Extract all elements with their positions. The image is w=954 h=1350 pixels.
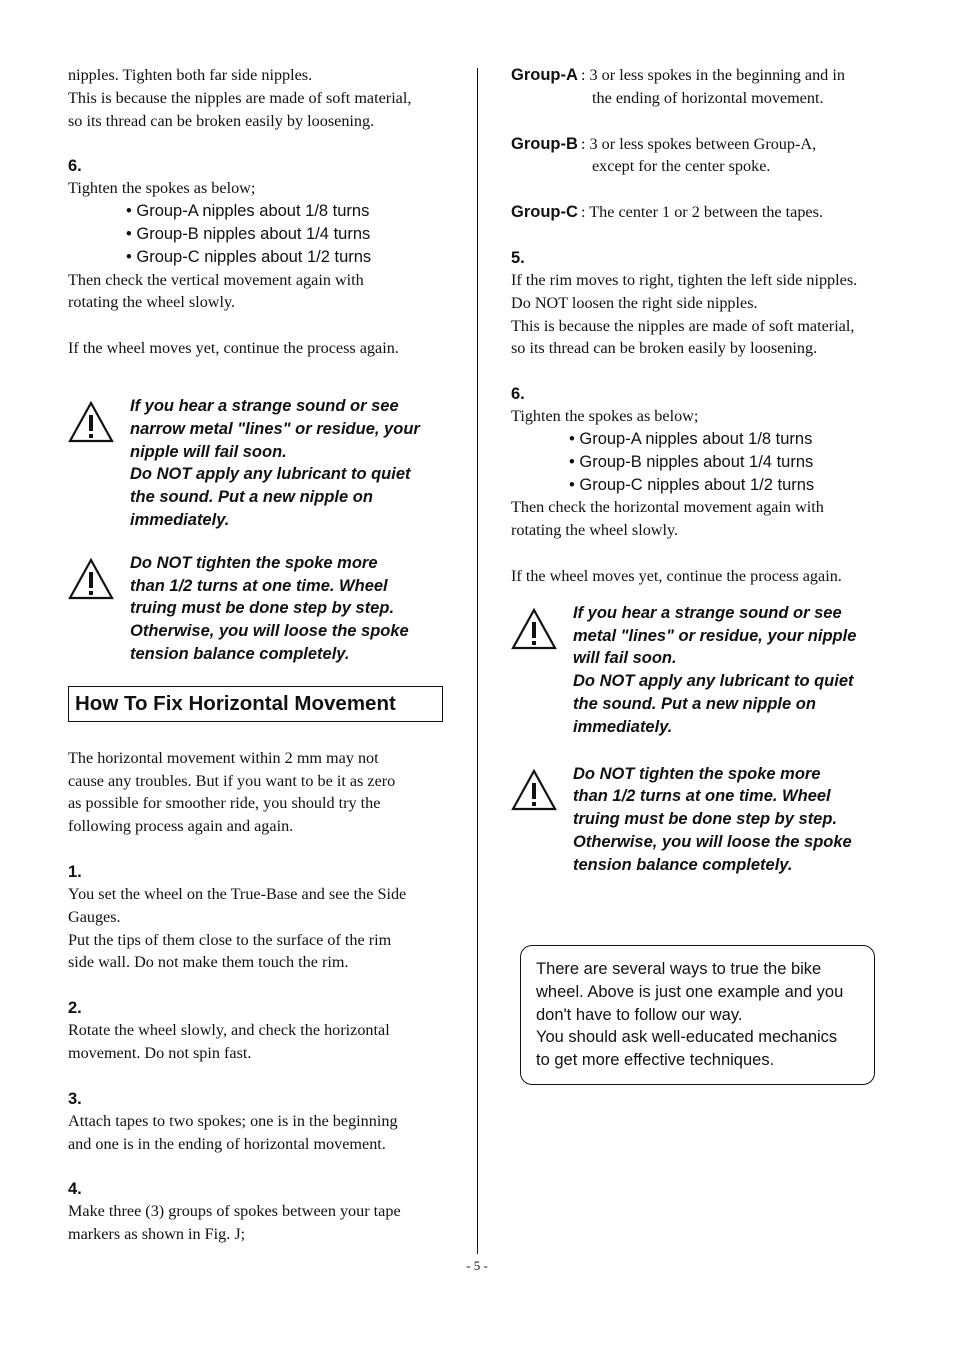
step-6-after: Then check the vertical movement again with <box>68 270 364 289</box>
step-6-after: rotating the wheel slowly. <box>68 293 236 312</box>
step-2-line: Rotate the wheel slowly, and check the horizontal <box>68 1021 390 1040</box>
warning-line: immediately. <box>130 510 230 529</box>
note-line: to get more effective techniques. <box>536 1051 775 1070</box>
group-line: the ending of horizontal movement. <box>592 88 824 107</box>
warning-line: Do NOT apply any lubricant to quiet <box>130 465 411 484</box>
warning-line: Otherwise, you will loose the spoke <box>130 622 409 641</box>
step-6-bullet-list <box>511 428 896 496</box>
step-1-number: 1. <box>68 862 82 881</box>
note-line: don't have to follow our way. <box>536 1005 743 1024</box>
step-4-number: 4. <box>68 1180 82 1199</box>
step-6-after: Then check the horizontal movement again with <box>511 498 824 517</box>
section-intro-line: The horizontal movement within 2 mm may not <box>68 748 379 767</box>
step-6-bullet-list <box>68 200 448 268</box>
warning-block <box>68 395 448 532</box>
warning-triangle-icon <box>68 558 114 600</box>
step-6-lead: Tighten the spokes as below; <box>68 179 256 198</box>
section-intro-line: cause any troubles. But if you want to be it as zero <box>68 771 396 790</box>
step-5-line: This is because the nipples are made of soft material, <box>511 316 855 335</box>
warning-line: Do NOT tighten the spoke more <box>130 553 378 572</box>
section-heading: How To Fix Horizontal Movement <box>68 686 443 722</box>
step-3-line: and one is in the ending of horizontal movement. <box>68 1134 386 1153</box>
warning-line: immediately. <box>573 717 673 736</box>
warning-block <box>511 763 896 877</box>
warning-line: the sound. Put a new nipple on <box>130 488 373 507</box>
warning-line: will fail soon. <box>573 649 677 668</box>
step-5-number: 5. <box>511 248 525 267</box>
section-intro-line: following process again and again. <box>68 817 294 836</box>
step-2-line: movement. Do not spin fast. <box>68 1043 252 1062</box>
warning-line: Otherwise, you will loose the spoke <box>573 832 852 851</box>
step-1-line: Put the tips of them close to the surface of the rim <box>68 930 392 949</box>
step-3-line: Attach tapes to two spokes; one is in the beginning <box>68 1111 398 1130</box>
bullet-item: • Group-C nipples about 1/2 turns <box>569 475 815 494</box>
warning-line: Do NOT apply any lubricant to quiet <box>573 672 854 691</box>
warning-line: than 1/2 turns at one time. Wheel <box>130 576 388 595</box>
intro-line: This is because the nipples are made of soft material, <box>68 88 412 107</box>
step-6-lead: Tighten the spokes as below; <box>511 407 699 426</box>
warning-line: Do NOT tighten the spoke more <box>573 764 821 783</box>
intro-line: so its thread can be broken easily by loosening. <box>68 111 375 130</box>
warning-triangle-icon <box>68 401 114 443</box>
warning-line: nipple will fail soon. <box>130 442 287 461</box>
step-6-number: 6. <box>511 385 525 404</box>
right-column <box>511 64 896 877</box>
step-6-after: rotating the wheel slowly. <box>511 521 679 540</box>
warning-line: tension balance completely. <box>130 644 350 663</box>
step-5-line: If the rim moves to right, tighten the left side nipples. <box>511 270 858 289</box>
group-line: : 3 or less spokes in the beginning and in <box>581 66 845 84</box>
note-box <box>520 945 875 1085</box>
step-1-line: side wall. Do not make them touch the rim. <box>68 953 349 972</box>
bullet-item: • Group-B nipples about 1/4 turns <box>126 224 371 243</box>
note-line: You should ask well-educated mechanics <box>536 1028 838 1047</box>
group-label: Group-A <box>511 66 578 84</box>
group-b-definition <box>511 133 896 179</box>
group-line: except for the center spoke. <box>592 157 771 176</box>
step-6-number: 6. <box>68 157 82 176</box>
step-1-line: You set the wheel on the True-Base and see the Side <box>68 884 407 903</box>
warning-block <box>511 602 896 739</box>
note-line: There are several ways to true the bike <box>536 960 822 978</box>
warning-line: If you hear a strange sound or see <box>130 396 399 415</box>
step-5-line: Do NOT loosen the right side nipples. <box>511 293 758 312</box>
note-line: wheel. Above is just one example and you <box>536 982 844 1001</box>
group-a-definition <box>511 64 896 110</box>
step-5-line: so its thread can be broken easily by loosening. <box>511 339 818 358</box>
continue-text: If the wheel moves yet, continue the process again. <box>511 566 842 585</box>
warning-line: truing must be done step by step. <box>130 599 395 618</box>
bullet-item: • Group-A nipples about 1/8 turns <box>569 429 813 448</box>
step-3-number: 3. <box>68 1089 82 1108</box>
continue-text: If the wheel moves yet, continue the process again. <box>68 339 399 358</box>
bullet-item: • Group-B nipples about 1/4 turns <box>569 452 814 471</box>
column-divider <box>477 68 478 1254</box>
left-column <box>68 64 448 1246</box>
step-4-line: Make three (3) groups of spokes between your tape <box>68 1202 401 1221</box>
warning-line: the sound. Put a new nipple on <box>573 694 816 713</box>
group-label: Group-B <box>511 134 578 153</box>
page-number: - 5 - <box>466 1258 488 1273</box>
step-1-line: Gauges. <box>68 907 121 926</box>
warning-triangle-icon <box>511 769 557 811</box>
warning-line: If you hear a strange sound or see <box>573 603 842 622</box>
warning-block <box>68 552 448 666</box>
warning-line: tension balance completely. <box>573 855 793 874</box>
section-intro-line: as possible for smoother ride, you should try the <box>68 794 381 813</box>
group-c-definition <box>511 201 896 224</box>
bullet-item: • Group-C nipples about 1/2 turns <box>126 247 372 266</box>
step-2-number: 2. <box>68 999 82 1018</box>
group-line: : 3 or less spokes between Group-A, <box>581 134 817 153</box>
warning-line: metal "lines" or residue, your nipple <box>573 626 857 645</box>
group-line: : The center 1 or 2 between the tapes. <box>581 203 823 222</box>
warning-line: truing must be done step by step. <box>573 810 838 829</box>
step-4-line: markers as shown in Fig. J; <box>68 1225 246 1244</box>
warning-triangle-icon <box>511 608 557 650</box>
bullet-item: • Group-A nipples about 1/8 turns <box>126 202 370 221</box>
group-label: Group-C <box>511 203 578 222</box>
intro-line: nipples. Tighten both far side nipples. <box>68 66 313 84</box>
warning-line: than 1/2 turns at one time. Wheel <box>573 787 831 806</box>
warning-line: narrow metal "lines" or residue, your <box>130 419 420 438</box>
